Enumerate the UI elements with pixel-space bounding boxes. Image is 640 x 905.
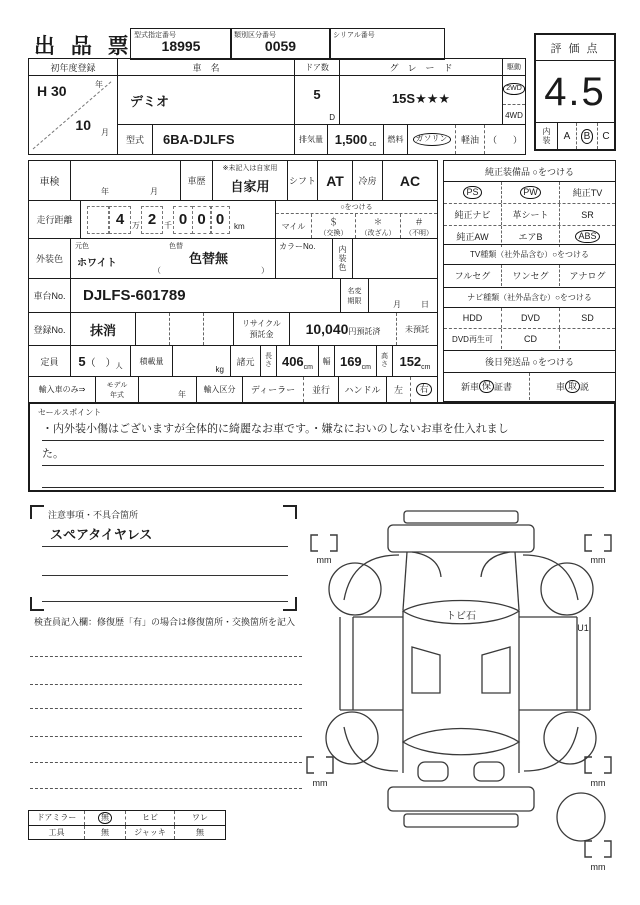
sales-points-section — [28, 402, 616, 492]
height-label: 高さ — [381, 352, 388, 368]
width-cell — [334, 345, 377, 377]
chassis-no-value: DJLFS-601789 — [83, 287, 186, 304]
page-title: 出 品 票 — [34, 35, 134, 58]
mileage-digit-2: 2 — [141, 206, 163, 234]
model-value: 6BA-DJLFS — [163, 132, 235, 147]
drive-2wd-selected: 2WD — [503, 83, 525, 94]
notes-corner-bl — [30, 597, 44, 611]
aircon-label: 冷房 — [352, 160, 383, 201]
damage-code-u1: U1 — [577, 623, 589, 633]
displacement-unit: cc — [369, 141, 377, 148]
navi-sd: SD — [581, 313, 594, 323]
bracket-mid-right — [585, 757, 611, 773]
first-registration-month: 10 — [75, 117, 91, 133]
drive-cell — [502, 58, 526, 125]
width-label: 幅 — [318, 345, 335, 377]
inspector-line-1 — [30, 656, 302, 657]
navi-type-section — [443, 287, 616, 351]
sales-line2: た。 — [42, 443, 604, 466]
mileage-unknown-sym: ＃ — [414, 216, 424, 227]
tv-analog: アナログ — [569, 271, 606, 281]
mileage-mile: マイル — [276, 214, 312, 238]
chassis-no-cell — [70, 278, 341, 313]
exterior-color-cell — [70, 238, 276, 279]
registration-subcell-3 — [204, 313, 233, 345]
color-change-label: 色替 — [169, 243, 183, 250]
mileage-tampered-sym: ＊ — [373, 216, 383, 227]
spec-label: 諸元 — [230, 345, 261, 377]
jack-label: ジャッキ — [126, 826, 175, 840]
doors-sub: D — [329, 113, 335, 122]
inspector-line-6 — [30, 788, 302, 789]
model-label: 型式 — [117, 124, 153, 155]
notes-label: 注意事項・不具合箇所 — [48, 510, 139, 520]
mm-label-tr: mm — [590, 555, 606, 565]
mm-label-mr: mm — [590, 778, 606, 788]
doors-value: 5 — [313, 87, 321, 102]
interior-color-label: 内装色 — [338, 244, 347, 273]
first-registration-year: H 30 — [37, 83, 67, 99]
year-unit: 年 — [95, 80, 103, 89]
capacity-label: 定員 — [28, 345, 71, 377]
mm-label-tl: mm — [316, 555, 332, 565]
not-deposited: 未預託 — [396, 313, 437, 345]
notes-corner-br — [283, 597, 297, 611]
model-value-cell — [152, 124, 295, 155]
navi-hdd: HDD — [444, 308, 502, 328]
unit-sen: 千 — [164, 221, 172, 230]
width-unit: cm — [361, 363, 372, 371]
length-value: 406 — [281, 353, 304, 369]
drive-4wd: 4WD — [505, 111, 523, 120]
mileage-label: 走行距離 — [28, 200, 81, 239]
equip-navi: 純正ナビ — [444, 204, 502, 225]
displacement-value: 1,500 — [334, 132, 368, 147]
mileage-exchange-sub: （交換） — [319, 229, 348, 237]
mileage-mark-cell — [275, 200, 438, 239]
manual-circled: 取 — [565, 380, 580, 394]
navi-type-header: ナビ種類（社外品含む）○をつける — [444, 288, 615, 308]
import-only-label: 輸入車のみ⇒ — [28, 376, 96, 403]
mileage-unknown-sub: （不明） — [405, 229, 433, 237]
equipment-section — [443, 160, 616, 245]
equip-tv: 純正TV — [572, 188, 603, 198]
shift-label: シフト — [287, 160, 318, 201]
registration-no-label: 登録No. — [28, 312, 71, 346]
stone-chip-label: トビ石 — [446, 611, 476, 622]
evaluation-score: 4.5 — [544, 70, 606, 114]
recycle-line2: 預託金 — [249, 330, 274, 339]
equip-sr: SR — [581, 209, 594, 220]
bracket-top-left — [311, 535, 337, 551]
model-designation-label: 型式指定番号 — [134, 32, 176, 39]
exterior-color-label: 外装色 — [28, 238, 71, 279]
serial-number-label: シリアル番号 — [333, 32, 375, 39]
history-value: 自家用 — [230, 179, 270, 194]
interior-grade-label: 内装 — [542, 126, 551, 145]
model-year-unit: 年 — [178, 390, 186, 399]
grade-label: グ レ ー ド — [340, 59, 502, 76]
fuel-paren-open: （ — [488, 135, 498, 145]
equip-abs-selected: ABS — [575, 230, 599, 244]
original-color-label: 元色 — [75, 243, 89, 250]
inspector-line-5 — [30, 762, 302, 763]
inspector-line-4 — [30, 736, 302, 737]
sales-points-label: セールスポイント — [38, 408, 102, 417]
displacement-cell — [327, 124, 384, 155]
inspector-line-2 — [30, 684, 302, 685]
tv-fullseg: フルセグ — [444, 265, 502, 286]
mileage-digit-3: 0 — [173, 206, 193, 234]
recycle-deposit-label — [233, 312, 290, 346]
fuel-paren-close: ） — [512, 135, 522, 145]
recycle-amount: 10,040 — [305, 321, 349, 337]
tv-type-header: TV種類（社外品含む）○をつける — [444, 245, 615, 265]
class-number-label: 類別区分番号 — [234, 32, 276, 39]
shift-value: AT — [317, 160, 353, 201]
jack-none: 無 — [196, 827, 204, 837]
door-mirror-none-selected: 無 — [98, 812, 112, 824]
inspector-label: 検査員記入欄：修復歴「有」の場合は修復箇所・交換箇所を記入 — [34, 617, 296, 627]
history-note: ※未記入は自家用 — [222, 165, 278, 172]
shaken-month-unit: 月 — [150, 187, 158, 196]
mileage-digits — [80, 200, 276, 239]
rename-line2: 期限 — [347, 297, 362, 305]
notes-line1: スペアタイヤレス — [50, 527, 153, 542]
mileage-digit-5: 0 — [210, 206, 230, 234]
mileage-digit-1: 4 — [109, 206, 131, 234]
capacity-value: 5 — [78, 353, 86, 369]
height-unit: cm — [421, 363, 431, 371]
door-mirror-break: ワレ — [192, 813, 208, 823]
handle-left: 左 — [387, 377, 411, 402]
navi-cd: CD — [502, 329, 560, 349]
rename-line1: 名変 — [347, 287, 362, 295]
tv-oneseg: ワンセグ — [502, 265, 560, 286]
bracket-top-right — [585, 535, 611, 551]
rename-month-unit: 月 — [393, 300, 401, 309]
fuel-diesel: 軽油 — [456, 125, 485, 154]
warranty-pre: 新車 — [460, 382, 479, 392]
original-color-value: ホワイト — [77, 258, 117, 269]
fuel-options — [407, 124, 526, 155]
mileage-digit-empty — [87, 206, 109, 234]
fuel-gasoline-selected: ガソリン — [413, 133, 451, 145]
door-mirror-crack: ヒビ — [126, 811, 175, 825]
ship-manual — [530, 373, 615, 400]
mileage-mark-header: ○をつける — [276, 201, 437, 214]
notes-underline-2 — [42, 575, 288, 576]
capacity-unit: 人 — [115, 363, 123, 370]
interior-grade-b-selected: B — [581, 129, 594, 144]
registration-no-subcells — [135, 312, 234, 346]
model-year-line1: モデル — [106, 381, 128, 389]
color-paren-close: ） — [261, 266, 269, 275]
capacity-paren: （ ） — [85, 357, 116, 369]
door-mirror-label: ドアミラー — [29, 811, 85, 825]
color-no-label: カラーNo. — [279, 242, 316, 251]
sales-line1: ・内外装小傷はございますが全体的に綺麗なお車です。・嫌なにおいのしないお車を仕入れまし — [42, 418, 604, 441]
notes-underline-1 — [42, 546, 288, 547]
shaken-label: 車検 — [28, 160, 71, 201]
rename-day-unit: 日 — [421, 300, 429, 309]
color-change-value: 色替無 — [189, 251, 229, 266]
rename-date-cell — [368, 278, 438, 313]
first-registration-label: 初年度登録 — [29, 59, 117, 76]
handle-options — [386, 376, 438, 403]
equip-pw-selected: PW — [520, 186, 541, 200]
recycle-line1: リサイクル — [242, 319, 281, 328]
mileage-exchange-sym: ＄ — [328, 216, 338, 227]
load-unit: kg — [215, 365, 224, 374]
unit-man: 万 — [132, 221, 140, 230]
tv-type-section — [443, 244, 616, 288]
car-name-value: デミオ — [130, 94, 170, 109]
chassis-no-label: 車台No. — [28, 278, 71, 313]
car-name-cell — [117, 58, 295, 125]
evaluation-label: 評 価 点 — [536, 35, 614, 61]
aircon-value: AC — [382, 160, 438, 201]
model-year-label — [95, 376, 139, 403]
manual-post: 説 — [580, 382, 590, 392]
interior-grade-a: A — [558, 123, 577, 149]
height-cell — [392, 345, 438, 377]
car-diagram — [300, 505, 630, 905]
ship-later-section — [443, 350, 616, 402]
car-name-label: 車 名 — [118, 59, 294, 76]
month-unit: 月 — [101, 128, 109, 137]
shaken-value-cell — [70, 160, 181, 201]
grade-cell — [339, 58, 503, 125]
model-year-cell — [138, 376, 197, 403]
doors-label: ドア数 — [295, 59, 339, 76]
drive-label: 駆動 — [503, 59, 525, 76]
equip-ps-selected: PS — [463, 186, 481, 200]
fuel-label: 燃料 — [383, 124, 408, 155]
height-value: 152 — [399, 353, 422, 369]
color-paren-open: （ — [153, 266, 161, 275]
shaken-year-unit: 年 — [101, 187, 109, 196]
warranty-post: 証書 — [494, 382, 513, 392]
equip-leather: 革シート — [502, 204, 560, 225]
manual-pre: 車 — [555, 382, 565, 392]
length-label: 長さ — [265, 352, 272, 368]
mileage-tampered-sub: （改ざん） — [360, 229, 396, 237]
equip-airbag: エアB — [502, 226, 560, 247]
length-unit: cm — [303, 363, 314, 371]
navi-empty — [560, 329, 615, 349]
import-dealer: ディーラー — [243, 377, 304, 402]
bracket-mid-left — [307, 757, 333, 773]
equipment-header: 純正装備品 ○をつける — [444, 161, 615, 182]
notes-underline-3 — [42, 601, 288, 602]
first-registration-cell — [28, 58, 118, 155]
recycle-amount-cell — [289, 312, 438, 346]
registration-no-value: 抹消 — [70, 312, 136, 346]
class-number-value: 0059 — [264, 38, 297, 54]
notes-corner-tr — [283, 505, 297, 519]
handle-label: ハンドル — [338, 376, 387, 403]
registration-subcell-1 — [136, 313, 170, 345]
tools-label: 工具 — [29, 826, 85, 840]
mm-label-ml: mm — [312, 778, 328, 788]
tools-none: 無 — [85, 826, 126, 840]
interior-color-cell — [332, 238, 438, 279]
interior-grade-c: C — [602, 130, 610, 142]
load-label: 積載量 — [130, 345, 173, 377]
unit-km: km — [234, 222, 245, 231]
grade-value: 15S★★★ — [391, 91, 451, 106]
history-cell — [212, 160, 288, 201]
navi-dvd-play: DVD再生可 — [444, 329, 502, 349]
warranty-circled: 保 — [479, 380, 494, 394]
model-designation-value: 18995 — [161, 38, 201, 54]
registration-subcell-2 — [170, 313, 204, 345]
import-class-options — [242, 376, 339, 403]
import-parallel: 並行 — [311, 385, 330, 395]
width-value: 169 — [339, 353, 362, 369]
capacity-cell — [70, 345, 131, 377]
recycle-amount-sub: 円預託済 — [348, 326, 381, 336]
navi-dvd: DVD — [502, 308, 560, 328]
import-class-label: 輸入区分 — [196, 376, 243, 403]
inspector-line-3 — [30, 708, 302, 709]
ship-later-header: 後日発送品 ○をつける — [444, 351, 615, 373]
class-number-box — [230, 28, 331, 60]
mirror-tools-table — [28, 810, 226, 840]
handle-right-selected: 右 — [416, 383, 431, 397]
mileage-digit-4: 0 — [192, 206, 212, 234]
serial-number-box — [329, 28, 445, 60]
displacement-label: 排気量 — [294, 124, 328, 155]
evaluation-box — [534, 33, 616, 151]
model-designation-box — [130, 28, 232, 60]
ship-warranty-book — [444, 373, 530, 400]
load-cell — [172, 345, 231, 377]
equip-aw: 純正AW — [444, 226, 502, 247]
history-label: 車歴 — [180, 160, 213, 201]
sales-line3-empty — [42, 467, 604, 488]
model-year-line2: 年式 — [110, 391, 124, 399]
bracket-spare — [585, 841, 611, 857]
mm-label-spare: mm — [590, 862, 606, 872]
rename-deadline-label — [340, 278, 369, 313]
color-no-cell — [275, 238, 333, 279]
length-cell — [276, 345, 319, 377]
notes-corner-tl — [30, 505, 44, 519]
doors-cell — [294, 58, 340, 125]
